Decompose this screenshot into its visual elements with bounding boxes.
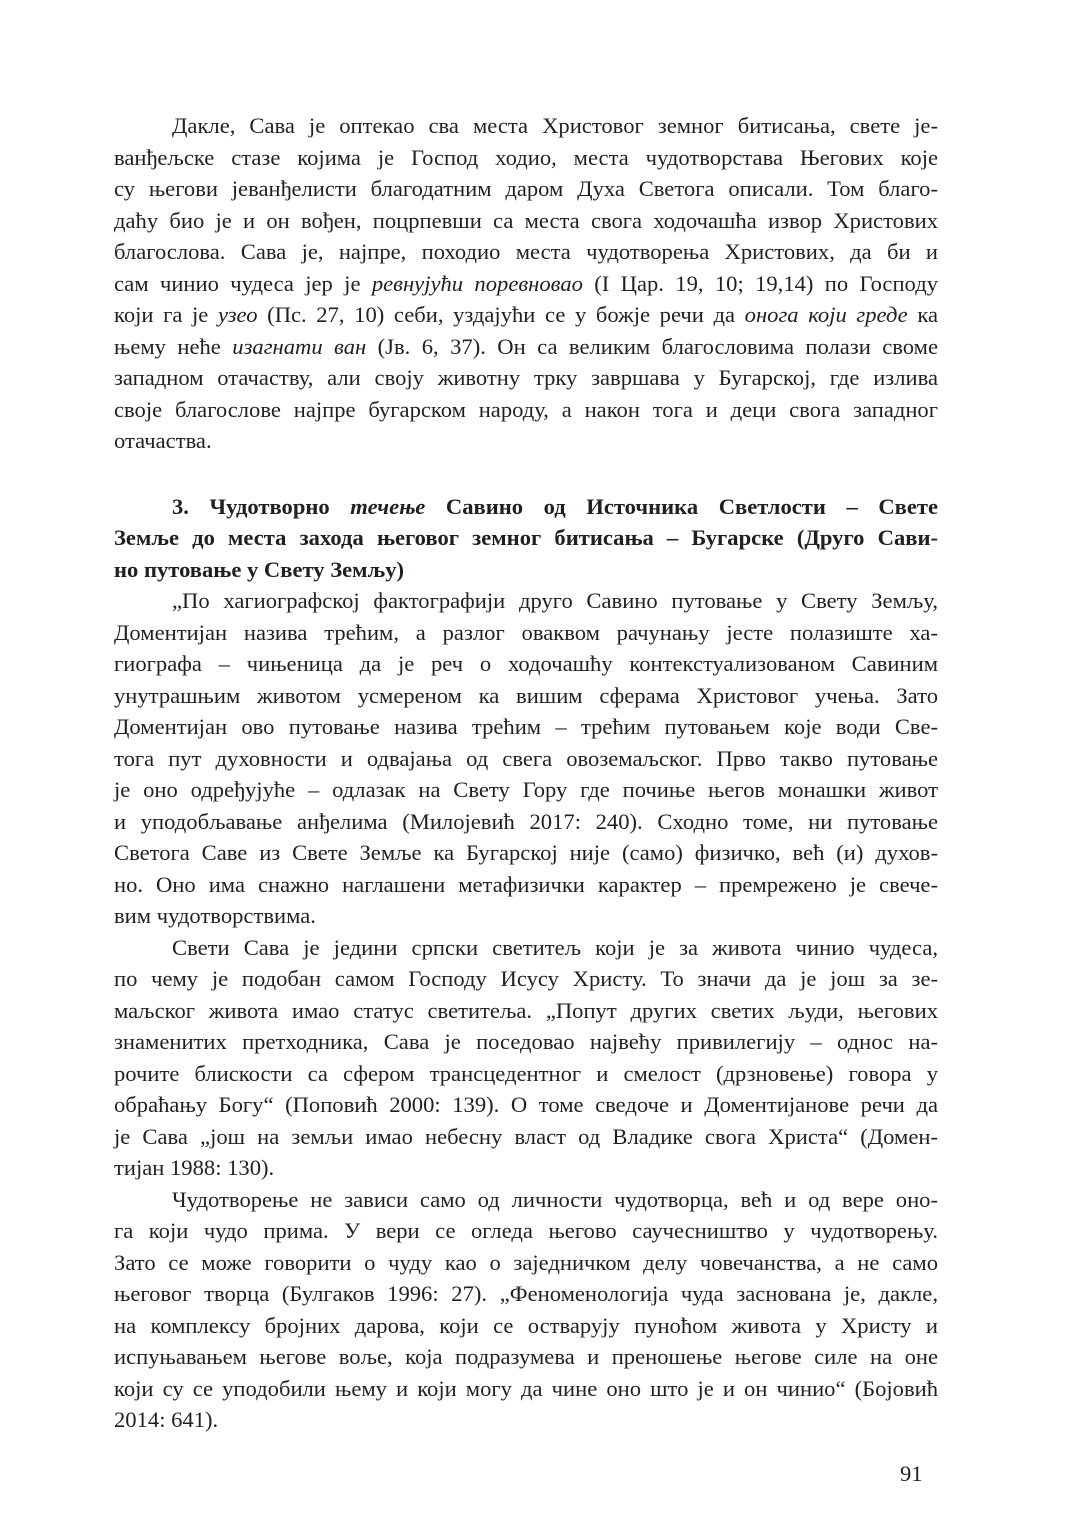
text-line: даћу био је и он вођен, поцрпевши са места свога ходочашћа извор Христових xyxy=(114,207,938,233)
paragraph-2 xyxy=(114,585,938,932)
text-line: га који чудо прима. У вери се огледа његово саучесништво у чудотворењу. xyxy=(114,1218,938,1243)
text-line: 2014: 641). xyxy=(114,1407,219,1432)
text-line: вим чудотворствима. xyxy=(114,903,316,928)
text-line xyxy=(114,268,938,300)
italic-quote: изагнати ван xyxy=(232,333,367,359)
text-line: и уподобљавање анђелима (Милојевић 2017: 240). Сходно томе, ни путовање xyxy=(114,808,938,834)
italic-quote: ревнујући поревновао xyxy=(371,270,583,296)
text-run: Савино од Источника Светлости – Свете xyxy=(425,493,938,519)
text-line: тијан 1988: 130). xyxy=(114,1155,275,1180)
italic-quote: узео xyxy=(217,302,258,327)
text-line: но. Оно има снажно наглашени метафизички карактер – премрежено је свече- xyxy=(114,871,938,897)
text-line: рочите блискости са сфером трансцедентног и смелост (дрзновење) говора у xyxy=(114,1060,938,1086)
text-line: испуњавањем његове воље, која подразумева и преношење његове силе на оне xyxy=(114,1344,938,1369)
italic-word: течење xyxy=(350,493,426,519)
text-line: ванђељске стазе којима је Господ ходио, места чудотворстава Његових које xyxy=(114,144,938,170)
page-number: 91 xyxy=(900,1461,923,1486)
text-run: сам чинио чудеса јер је xyxy=(114,270,372,296)
text-line: маљског живота имао статус светитеља. „Попут других светих људи, његових xyxy=(114,997,938,1023)
text-line: западном отачаству, али своју животну трку завршава у Бугарској, где излива xyxy=(114,365,938,390)
text-line: по чему је подобан самом Господу Исусу Христу. То значи да је још за зе- xyxy=(114,966,938,991)
text-line xyxy=(114,299,938,331)
text-line: на комплексу бројних дарова, који се остварују пуноћом живота у Христу и xyxy=(114,1312,938,1338)
text-run: (I Цар. 19, 10; 19,14) по Господу xyxy=(582,270,938,296)
text-line: Зато се може говорити о чуду као о заједничком делу човечанства, а не само xyxy=(114,1249,938,1275)
paragraph-3 xyxy=(114,932,938,1184)
text-line: благослова. Сава је, најпре, походио места чудотворења Христових, да би и xyxy=(114,239,938,264)
text-run: ка xyxy=(907,302,938,327)
text-run: (Јв. 6, 37). Он са великим благословима полази своме xyxy=(366,333,938,359)
heading-line: Земље до места захода његовог земног битисања – Бугарске (Друго Сави- xyxy=(114,525,938,550)
text-line: унутрашњим животом усмереном ка вишим сферама Христовог учења. Зато xyxy=(114,682,938,708)
italic-quote: онога који греде xyxy=(744,302,908,327)
text-line: је оно одређујуће – одлазак на Свету Гору где почиње његов монашки живот xyxy=(114,777,938,802)
text-line: „По хагиографској фактографији друго Савино путовање у Свету Земљу, xyxy=(172,588,938,613)
text-run: 3. Чудотворно xyxy=(172,493,351,519)
heading-line xyxy=(114,491,938,523)
text-line: тога пут духовности и одвајања од свега овоземаљског. Прво такво путовање xyxy=(114,745,938,771)
text-line: његовог творца (Булгаков 1996: 27). „Феноменологија чуда заснована је, дакле, xyxy=(114,1281,938,1306)
text-line: Свети Сава је једини српски светитељ који је за живота чинио чудеса, xyxy=(172,934,938,960)
text-line: Доментијан назива трећим, а разлог оваквом рачунању јесте полазиште ха- xyxy=(114,619,938,645)
text-line: знаменитих претходника, Сава је поседовао највећу привилегију – однос на- xyxy=(114,1029,938,1054)
text-line: Доментијан ово путовање назива трећим – трећим путовањем које води Све- xyxy=(114,714,938,739)
text-line: своје благослове најпре бугарском народу, а након тога и деци свога западног xyxy=(114,396,938,422)
section-heading xyxy=(114,491,938,586)
page-body xyxy=(114,110,938,1436)
text-run: (Пс. 27, 10) себи, уздајући се у божје речи да xyxy=(257,302,745,327)
text-line: гиографа – чињеница да је реч о ходочашћу контекстуализованом Савиним xyxy=(114,651,938,676)
text-line: отачаства. xyxy=(114,428,212,453)
paragraph-4 xyxy=(114,1184,938,1436)
text-line: је Сава „још на земљи имао небесну власт од Владике свога Христа“ (Домен- xyxy=(114,1123,938,1149)
text-line: који су се уподобили њему и који могу да чине оно што је и он чинио“ (Бојовић xyxy=(114,1375,938,1401)
text-line xyxy=(114,331,938,363)
text-line: Чудотворење не зависи само од личности чудотворца, већ и од вере оно- xyxy=(172,1186,938,1212)
text-line: Дакле, Сава је оптекао сва места Христовог земног битисања, свете је- xyxy=(172,113,938,138)
text-run: њему неће xyxy=(114,333,233,359)
text-line: су његови јеванђелисти благодатним даром Духа Светога описали. Том благо- xyxy=(114,176,938,201)
text-run: који га је xyxy=(114,302,218,327)
text-line: обраћању Богу“ (Поповић 2000: 139). О томе сведоче и Доментијанове речи да xyxy=(114,1092,938,1117)
heading-line: но путовање у Свету Земљу) xyxy=(114,556,405,582)
paragraph-1 xyxy=(114,110,938,457)
text-line: Светога Саве из Свете Земље ка Бугарској није (само) физичко, већ (и) духов- xyxy=(114,840,938,865)
